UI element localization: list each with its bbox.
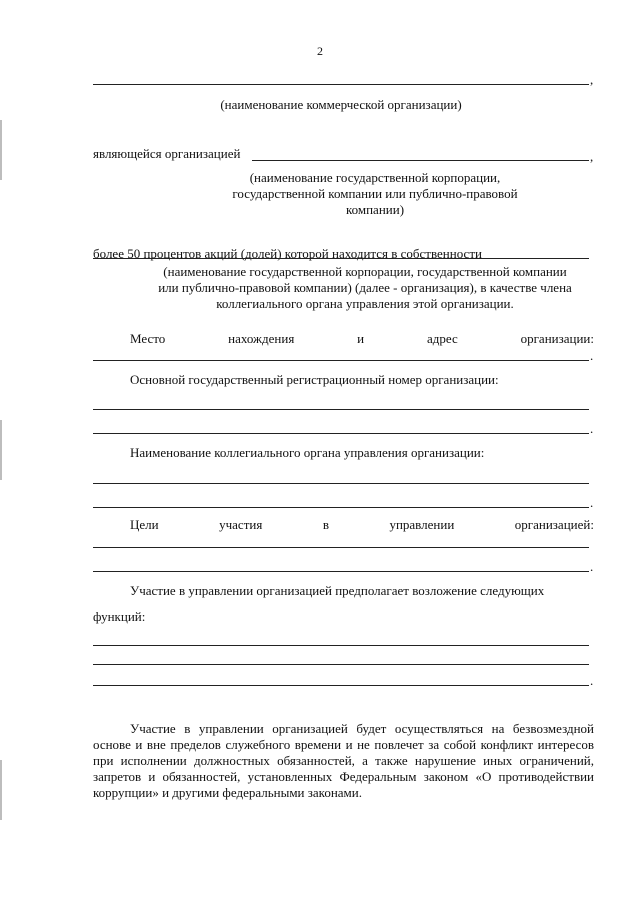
ogrn-label: Основной государственный регистрационный номер организации: xyxy=(130,372,499,387)
commercial-org-caption: (наименование коммерческой организации) xyxy=(220,97,462,112)
location-field[interactable] xyxy=(93,360,589,361)
goals-field-line-1[interactable] xyxy=(93,547,589,548)
caption-line: коллегиального органа управления этой организации. xyxy=(216,296,514,311)
page-number: 2 xyxy=(317,44,323,58)
collegial-body-label: Наименование коллегиального органа управления организации: xyxy=(130,445,485,460)
label-word: нахождения xyxy=(228,331,295,346)
closing-paragraph xyxy=(93,721,594,801)
collegial-body-end-mark: . xyxy=(590,495,594,510)
label-word: участия xyxy=(219,517,263,532)
location-end-mark: . xyxy=(590,348,594,363)
label-word: в xyxy=(322,517,329,532)
owner-corporation-caption xyxy=(120,264,610,312)
location-label xyxy=(130,331,594,347)
parent-org-comma: , xyxy=(590,149,594,164)
parent-org-label: являющейся организацией xyxy=(93,146,241,161)
collegial-body-field-line-2[interactable] xyxy=(93,507,589,508)
functions-field-line-2[interactable] xyxy=(93,664,589,665)
ogrn-end-mark: . xyxy=(590,421,594,436)
label-word: и xyxy=(357,331,365,346)
owner-corporation-field[interactable] xyxy=(93,258,589,259)
label-word: Место xyxy=(130,331,166,346)
goals-label xyxy=(130,517,594,533)
scan-edge-mark xyxy=(0,420,2,480)
goals-field-line-2[interactable] xyxy=(93,571,589,572)
commercial-org-comma: , xyxy=(590,72,594,87)
label-word: Цели xyxy=(130,517,159,532)
functions-field-line-1[interactable] xyxy=(93,645,589,646)
label-word: организацией: xyxy=(514,517,594,532)
parent-org-field[interactable] xyxy=(252,160,589,161)
functions-label-cont: функций: xyxy=(93,609,146,624)
functions-end-mark: . xyxy=(590,673,594,688)
commercial-org-field[interactable] xyxy=(93,84,589,85)
caption-line: государственной компании или публично-правовой xyxy=(232,186,518,201)
functions-label: Участие в управлении организацией предполагает возложение следующих xyxy=(130,583,545,598)
caption-line: или публично-правовой компании) (далее - организация), в качестве члена xyxy=(158,280,572,295)
parent-org-caption xyxy=(160,170,590,218)
scan-edge-mark xyxy=(0,760,2,820)
goals-end-mark: . xyxy=(590,559,594,574)
collegial-body-field-line-1[interactable] xyxy=(93,483,589,484)
caption-line: компании) xyxy=(345,202,405,217)
closing-paragraph-text: Участие в управлении организацией будет осуществляться на безвозмездной основе и вне пределов служебного времени и не повлечет за собой конфликт интересов при исполнении должностных обязанностей, а также нарушение иных ограничений, запретов и обязанностей, установленных Федеральным законом «О противодействии коррупции» и другими федеральными законами. xyxy=(93,721,594,800)
ogrn-field-line-1[interactable] xyxy=(93,409,589,410)
caption-line: (наименование государственной корпорации, xyxy=(249,170,501,185)
label-word: организации: xyxy=(520,331,594,346)
label-word: управлении xyxy=(389,517,455,532)
caption-line: (наименование государственной корпорации, государственной компании xyxy=(163,264,567,279)
functions-field-line-3[interactable] xyxy=(93,685,589,686)
ogrn-field-line-2[interactable] xyxy=(93,433,589,434)
ownership-text: более 50 процентов акций (долей) которой находится в собственности xyxy=(93,246,482,261)
scan-edge-mark xyxy=(0,120,2,180)
label-word: адрес xyxy=(426,331,458,346)
